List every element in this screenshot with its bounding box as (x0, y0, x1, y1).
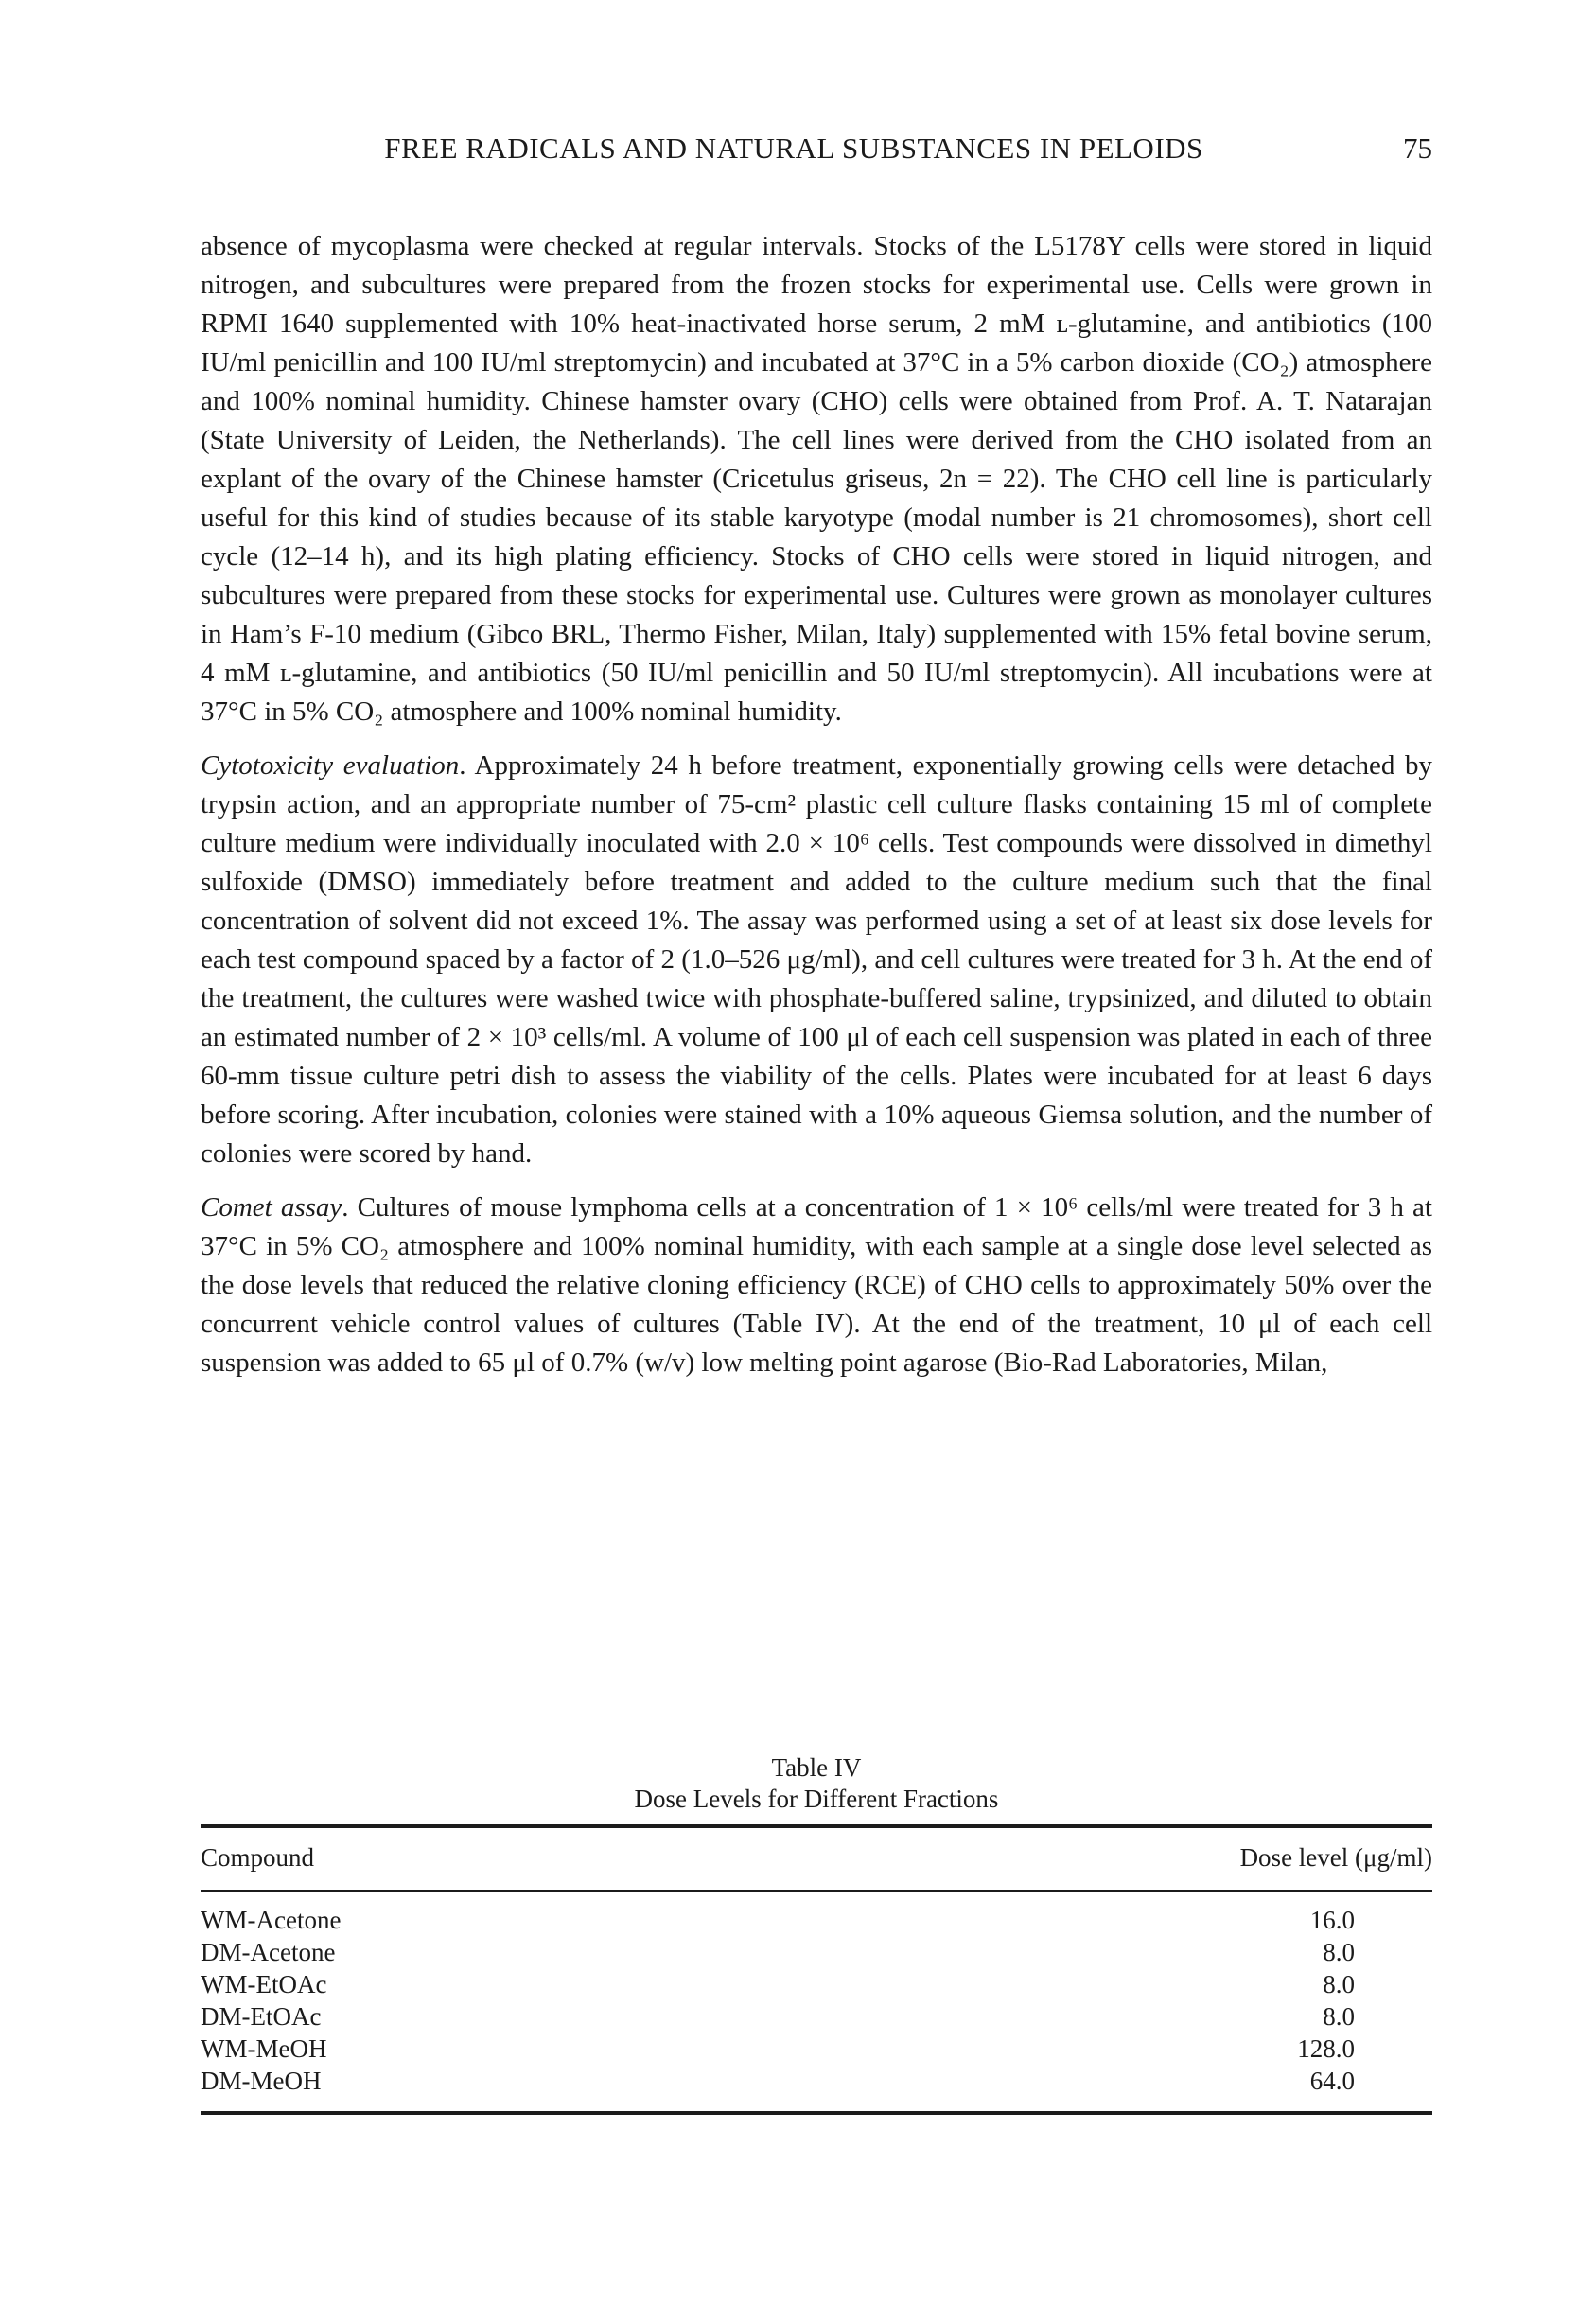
table-subtitle: Dose Levels for Different Fractions (634, 1785, 999, 1813)
compound-cell: DM-MeOH (201, 2067, 322, 2095)
paragraph-text: . Cultures of mouse lymphoma cells at a concentration of 1 × 10⁶ cells/ml were treated for 3 h at 37°C in 5% CO₂ atmosphere and 100% nominal humidity, with each sample at a single dose level selected as the dose levels that reduced the relative cloning efficiency (RCE) of CHO cells to approximately 50% over the concurrent vehicle control values of cultures (Table IV). At the end of the treatment, 10 μl of each cell suspension was added to 65 μl of 0.7% (w/v) low melting point agarose (Bio-Rad Laboratories, Milan, (201, 1192, 1432, 1378)
page-number: 75 (1403, 132, 1432, 165)
compound-cell: WM-Acetone (201, 1906, 342, 1934)
paragraph-lead: Cytotoxicity evaluation (201, 750, 460, 781)
body-text (201, 227, 1432, 1382)
dose-cell: 128.0 (1297, 2034, 1355, 2063)
paragraph-comet-assay (201, 1188, 1432, 1382)
compound-cell: WM-MeOH (201, 2034, 327, 2063)
compound-cell: DM-Acetone (201, 1938, 336, 1966)
compound-cell: WM-EtOAc (201, 1970, 327, 1998)
running-head-title: FREE RADICALS AND NATURAL SUBSTANCES IN PELOIDS (384, 132, 1203, 165)
table-header-row (201, 1828, 1432, 1890)
dose-cell: 16.0 (1309, 1906, 1355, 1934)
column-header-compound: Compound (201, 1843, 315, 1872)
paragraph-lead: Comet assay (201, 1192, 342, 1223)
paragraph-text: . Approximately 24 h before treatment, exponentially growing cells were detached by trypsin action, and an appropriate number of 75-cm² plastic cell culture flasks containing 15 ml of complete culture medium were individually inoculated with 2.0 × 10⁶ cells. Test compounds were dissolved in dimethyl sulfoxide (DMSO) immediately before treatment and added to the culture medium such that the final concentration of solvent did not exceed 1%. The assay was performed using a set of at least six dose levels for each test compound spaced by a factor of 2 (1.0–526 μg/ml), and cell cultures were treated for 3 h. At the end of the treatment, the cultures were washed twice with phosphate-buffered saline, trypsinized, and diluted to obtain an estimated number of 2 × 10³ cells/ml. A volume of 100 μl of each cell suspension was plated in each of three 60-mm tissue culture petri dish to assess the viability of the cells. Plates were incubated for at least 6 days before scoring. After incubation, colonies were stained with a 10% aqueous Giemsa solution, and the number of colonies were scored by hand. (201, 750, 1433, 1169)
paragraph-text: absence of mycoplasma were checked at regular intervals. Stocks of the L5178Y cells were stored in liquid nitrogen, and subcultures were prepared from the frozen stocks for experimental use. Cells were grown in RPMI 1640 supplemented with 10% heat-inactivated horse serum, 2 mM ʟ-glutamine, and antibiotics (100 IU/ml penicillin and 100 IU/ml streptomycin) and incubated at 37°C in a 5% carbon dioxide (CO₂) atmosphere and 100% nominal humidity. Chinese hamster ovary (CHO) cells were obtained from Prof. A. T. Natarajan (State University of Leiden, the Netherlands). The cell lines were derived from the CHO isolated from an explant of the ovary of the Chinese hamster (Cricetulus griseus, 2n = 22). The CHO cell line is particularly useful for this kind of studies because of its stable karyotype (modal number is 21 chromosomes), short cell cycle (12–14 h), and its high plating efficiency. Stocks of CHO cells were stored in liquid nitrogen, and subcultures were prepared from these stocks for experimental use. Cultures were grown as monolayer cultures in Ham’s F-10 medium (Gibco BRL, Thermo Fisher, Milan, Italy) supplemented with 15% fetal bovine serum, 4 mM ʟ-glutamine, and antibiotics (50 IU/ml penicillin and 50 IU/ml streptomycin). All incubations were at 37°C in 5% CO₂ atmosphere and 100% nominal humidity. (201, 231, 1432, 727)
dose-cell: 8.0 (1323, 1970, 1355, 1998)
paragraph-cell-culture (201, 227, 1432, 731)
running-head (201, 132, 1432, 166)
table-bottom-rule (201, 2111, 1432, 2115)
dose-cell: 64.0 (1309, 2067, 1355, 2095)
table-row (201, 1936, 1432, 1968)
paragraph-cytotoxicity-evaluation (201, 747, 1432, 1173)
dose-cell: 8.0 (1323, 2002, 1355, 2031)
table-body (201, 1892, 1432, 2111)
compound-cell: DM-EtOAc (201, 2002, 322, 2031)
table-row (201, 2033, 1432, 2065)
table-row (201, 2000, 1432, 2033)
table-row (201, 2065, 1432, 2097)
table-row (201, 1968, 1432, 2000)
dose-cell: 8.0 (1323, 1938, 1355, 1966)
table-title: Table IV (771, 1753, 862, 1782)
table-row (201, 1904, 1432, 1936)
table-iv (201, 1752, 1432, 2115)
column-header-dose-level: Dose level (μg/ml) (1239, 1843, 1432, 1872)
